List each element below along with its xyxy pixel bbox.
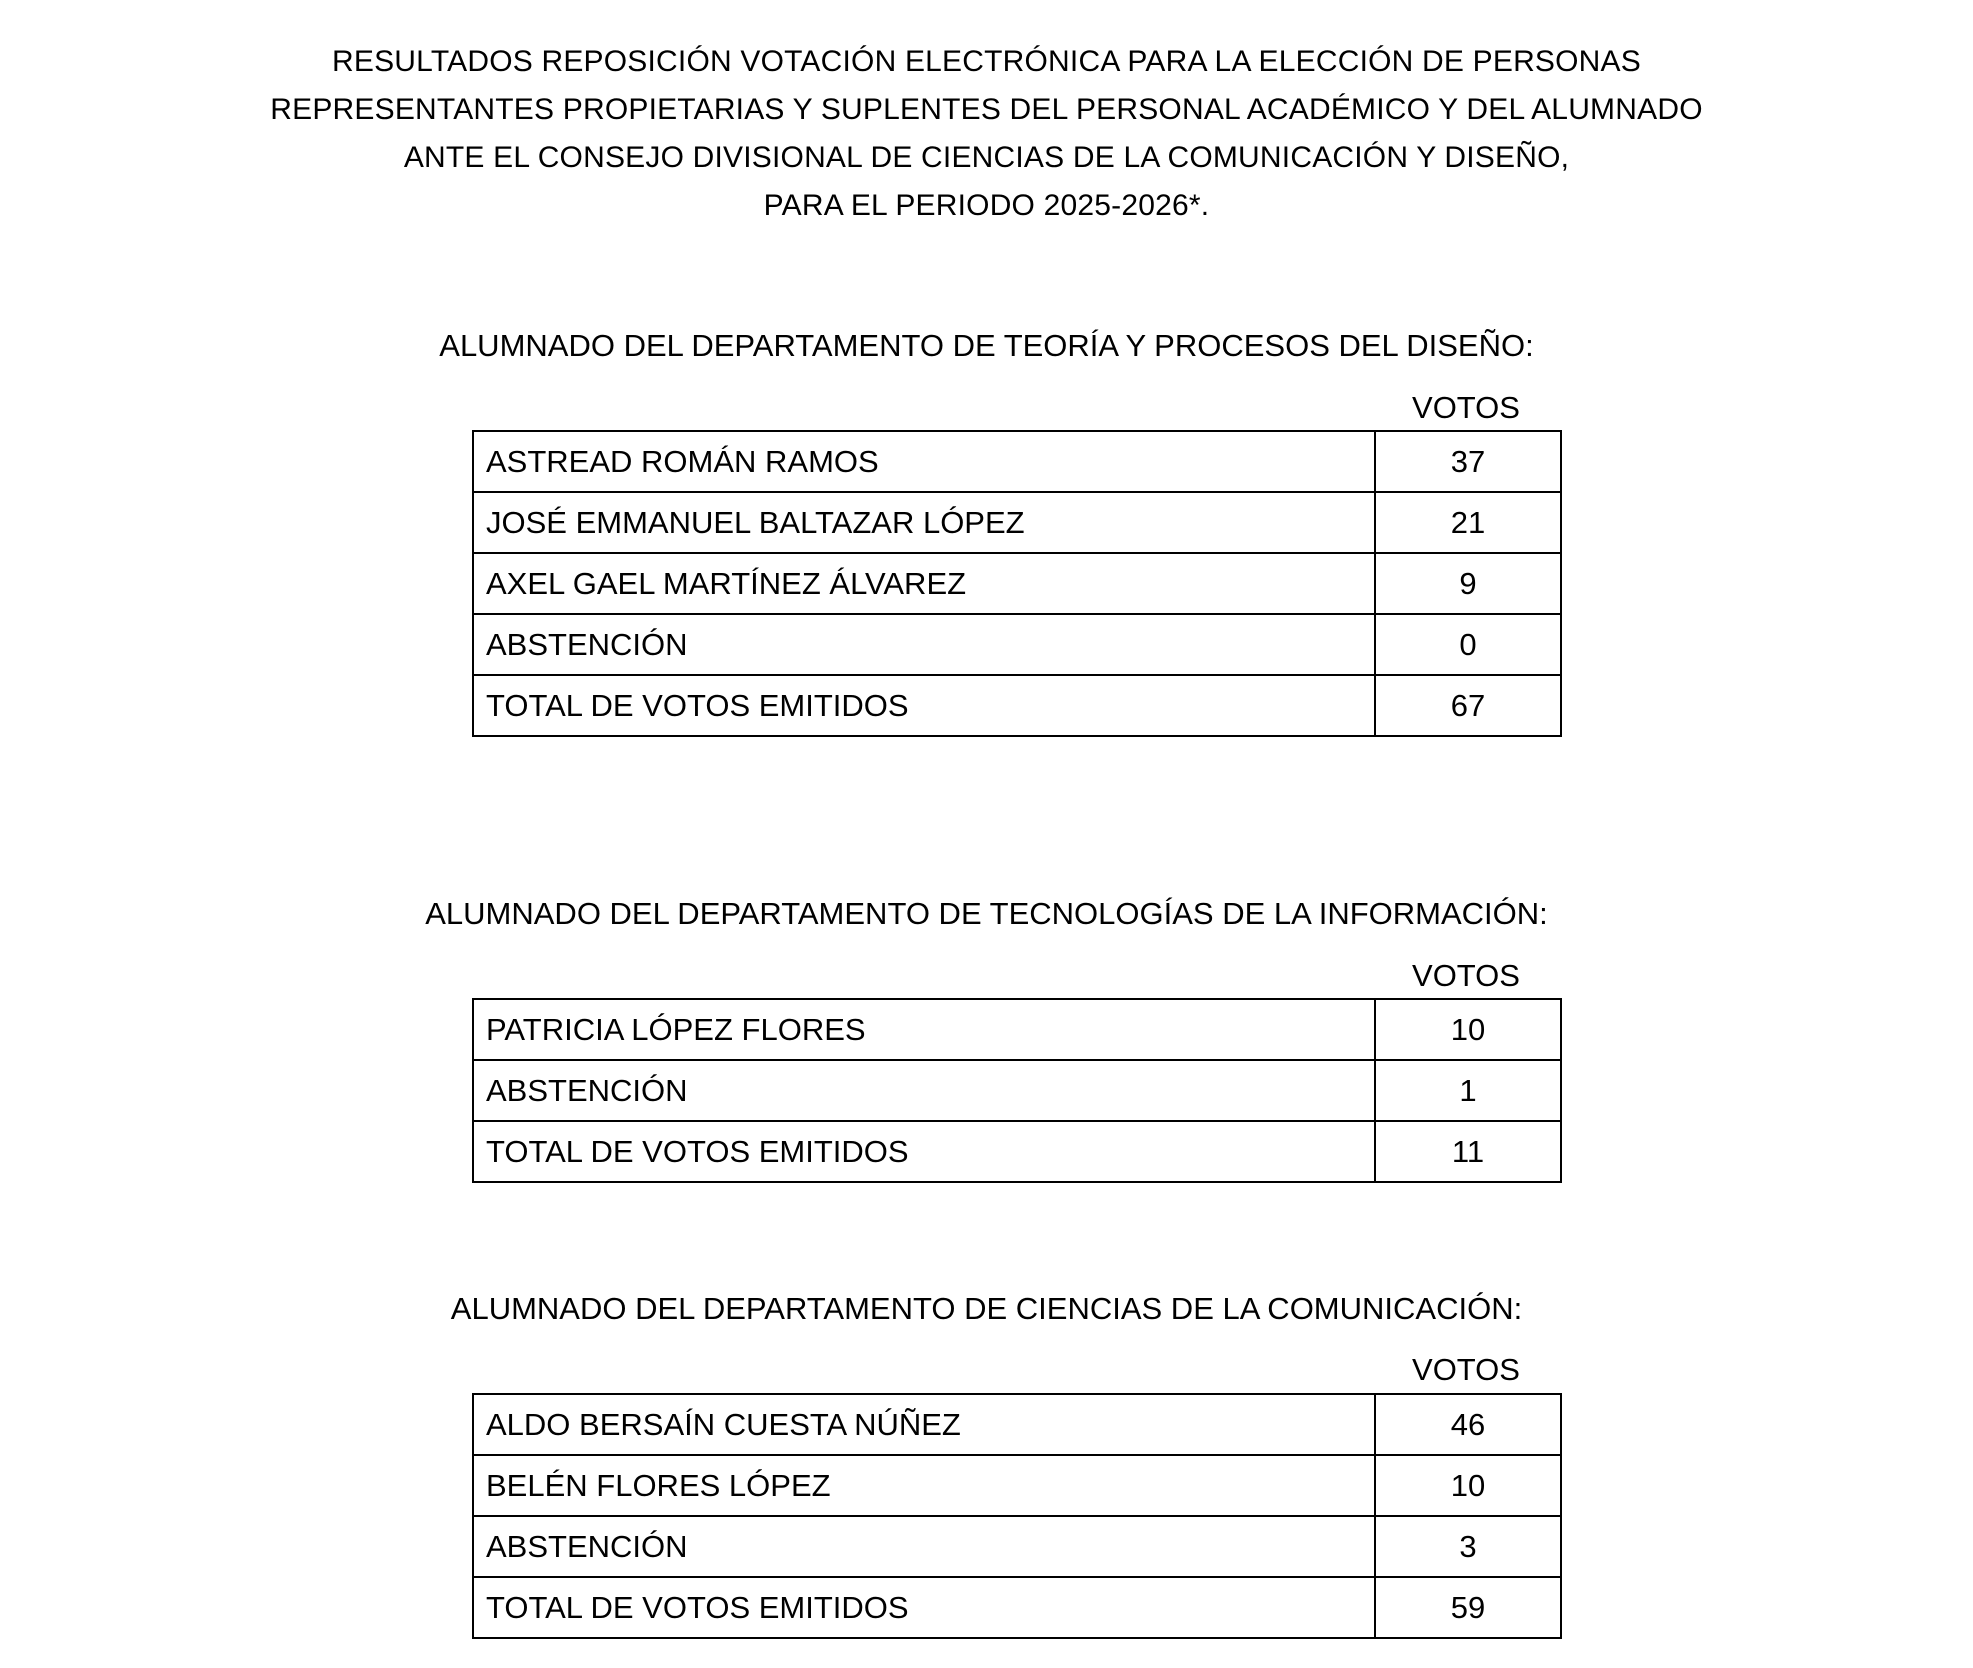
vote-count-cell: 46 [1375,1394,1561,1455]
abstention-label-cell: ABSTENCIÓN [473,614,1375,675]
abstention-label-cell: ABSTENCIÓN [473,1060,1375,1121]
abstention-count-cell: 1 [1375,1060,1561,1121]
total-count-cell: 11 [1375,1121,1561,1182]
title-line: RESULTADOS REPOSICIÓN VOTACIÓN ELECTRÓNICA PARA LA ELECCIÓN DE PERSONAS [332,45,1641,78]
total-label-cell: TOTAL DE VOTOS EMITIDOS [473,675,1375,736]
table-row [473,431,1561,492]
abstention-label-cell: ABSTENCIÓN [473,1516,1375,1577]
table-row [473,1516,1561,1577]
abstention-count-cell: 3 [1375,1516,1561,1577]
total-label-cell: TOTAL DE VOTOS EMITIDOS [473,1577,1375,1638]
table-row [473,1121,1561,1182]
vote-count-cell: 21 [1375,492,1561,553]
candidate-name-cell: PATRICIA LÓPEZ FLORES [473,999,1375,1060]
title-line: REPRESENTANTES PROPIETARIAS Y SUPLENTES DEL PERSONAL ACADÉMICO Y DEL ALUMNADO [270,93,1703,126]
vote-count-cell: 10 [1375,1455,1561,1516]
title-line: ANTE EL CONSEJO DIVISIONAL DE CIENCIAS DE LA COMUNICACIÓN Y DISEÑO, [403,141,1570,174]
table-row [473,492,1561,553]
candidate-name-cell: AXEL GAEL MARTÍNEZ ÁLVAREZ [473,553,1375,614]
candidate-name-cell: BELÉN FLORES LÓPEZ [473,1455,1375,1516]
candidate-name-cell: ALDO BERSAÍN CUESTA NÚÑEZ [473,1394,1375,1455]
total-count-cell: 67 [1375,675,1561,736]
vote-count-cell: 37 [1375,431,1561,492]
table-row [473,553,1561,614]
table-row [473,999,1561,1060]
vote-count-cell: 10 [1375,999,1561,1060]
table-row [473,1394,1561,1455]
votes-column-header: VOTOS [1412,1352,1520,1387]
vote-count-cell: 9 [1375,553,1561,614]
section-heading-tecnologias-informacion: ALUMNADO DEL DEPARTAMENTO DE TECNOLOGÍAS DE LA INFORMACIÓN: [425,896,1548,931]
results-table-ciencias-comunicacion [472,1393,1562,1639]
document-title [0,38,1973,230]
table-row [473,1577,1561,1638]
section-heading-ciencias-comunicacion: ALUMNADO DEL DEPARTAMENTO DE CIENCIAS DE LA COMUNICACIÓN: [450,1291,1523,1326]
table-row [473,1060,1561,1121]
results-table-tecnologias-informacion [472,998,1562,1183]
total-count-cell: 59 [1375,1577,1561,1638]
candidate-name-cell: JOSÉ EMMANUEL BALTAZAR LÓPEZ [473,492,1375,553]
votes-column-header: VOTOS [1412,958,1520,993]
table-row [473,614,1561,675]
section-heading-teoria-procesos-diseno: ALUMNADO DEL DEPARTAMENTO DE TEORÍA Y PROCESOS DEL DISEÑO: [439,328,1534,363]
table-row [473,1455,1561,1516]
title-line: PARA EL PERIODO 2025-2026*. [763,189,1210,222]
total-label-cell: TOTAL DE VOTOS EMITIDOS [473,1121,1375,1182]
abstention-count-cell: 0 [1375,614,1561,675]
candidate-name-cell: ASTREAD ROMÁN RAMOS [473,431,1375,492]
results-table-teoria-procesos-diseno [472,430,1562,737]
table-row [473,675,1561,736]
votes-column-header: VOTOS [1412,390,1520,425]
